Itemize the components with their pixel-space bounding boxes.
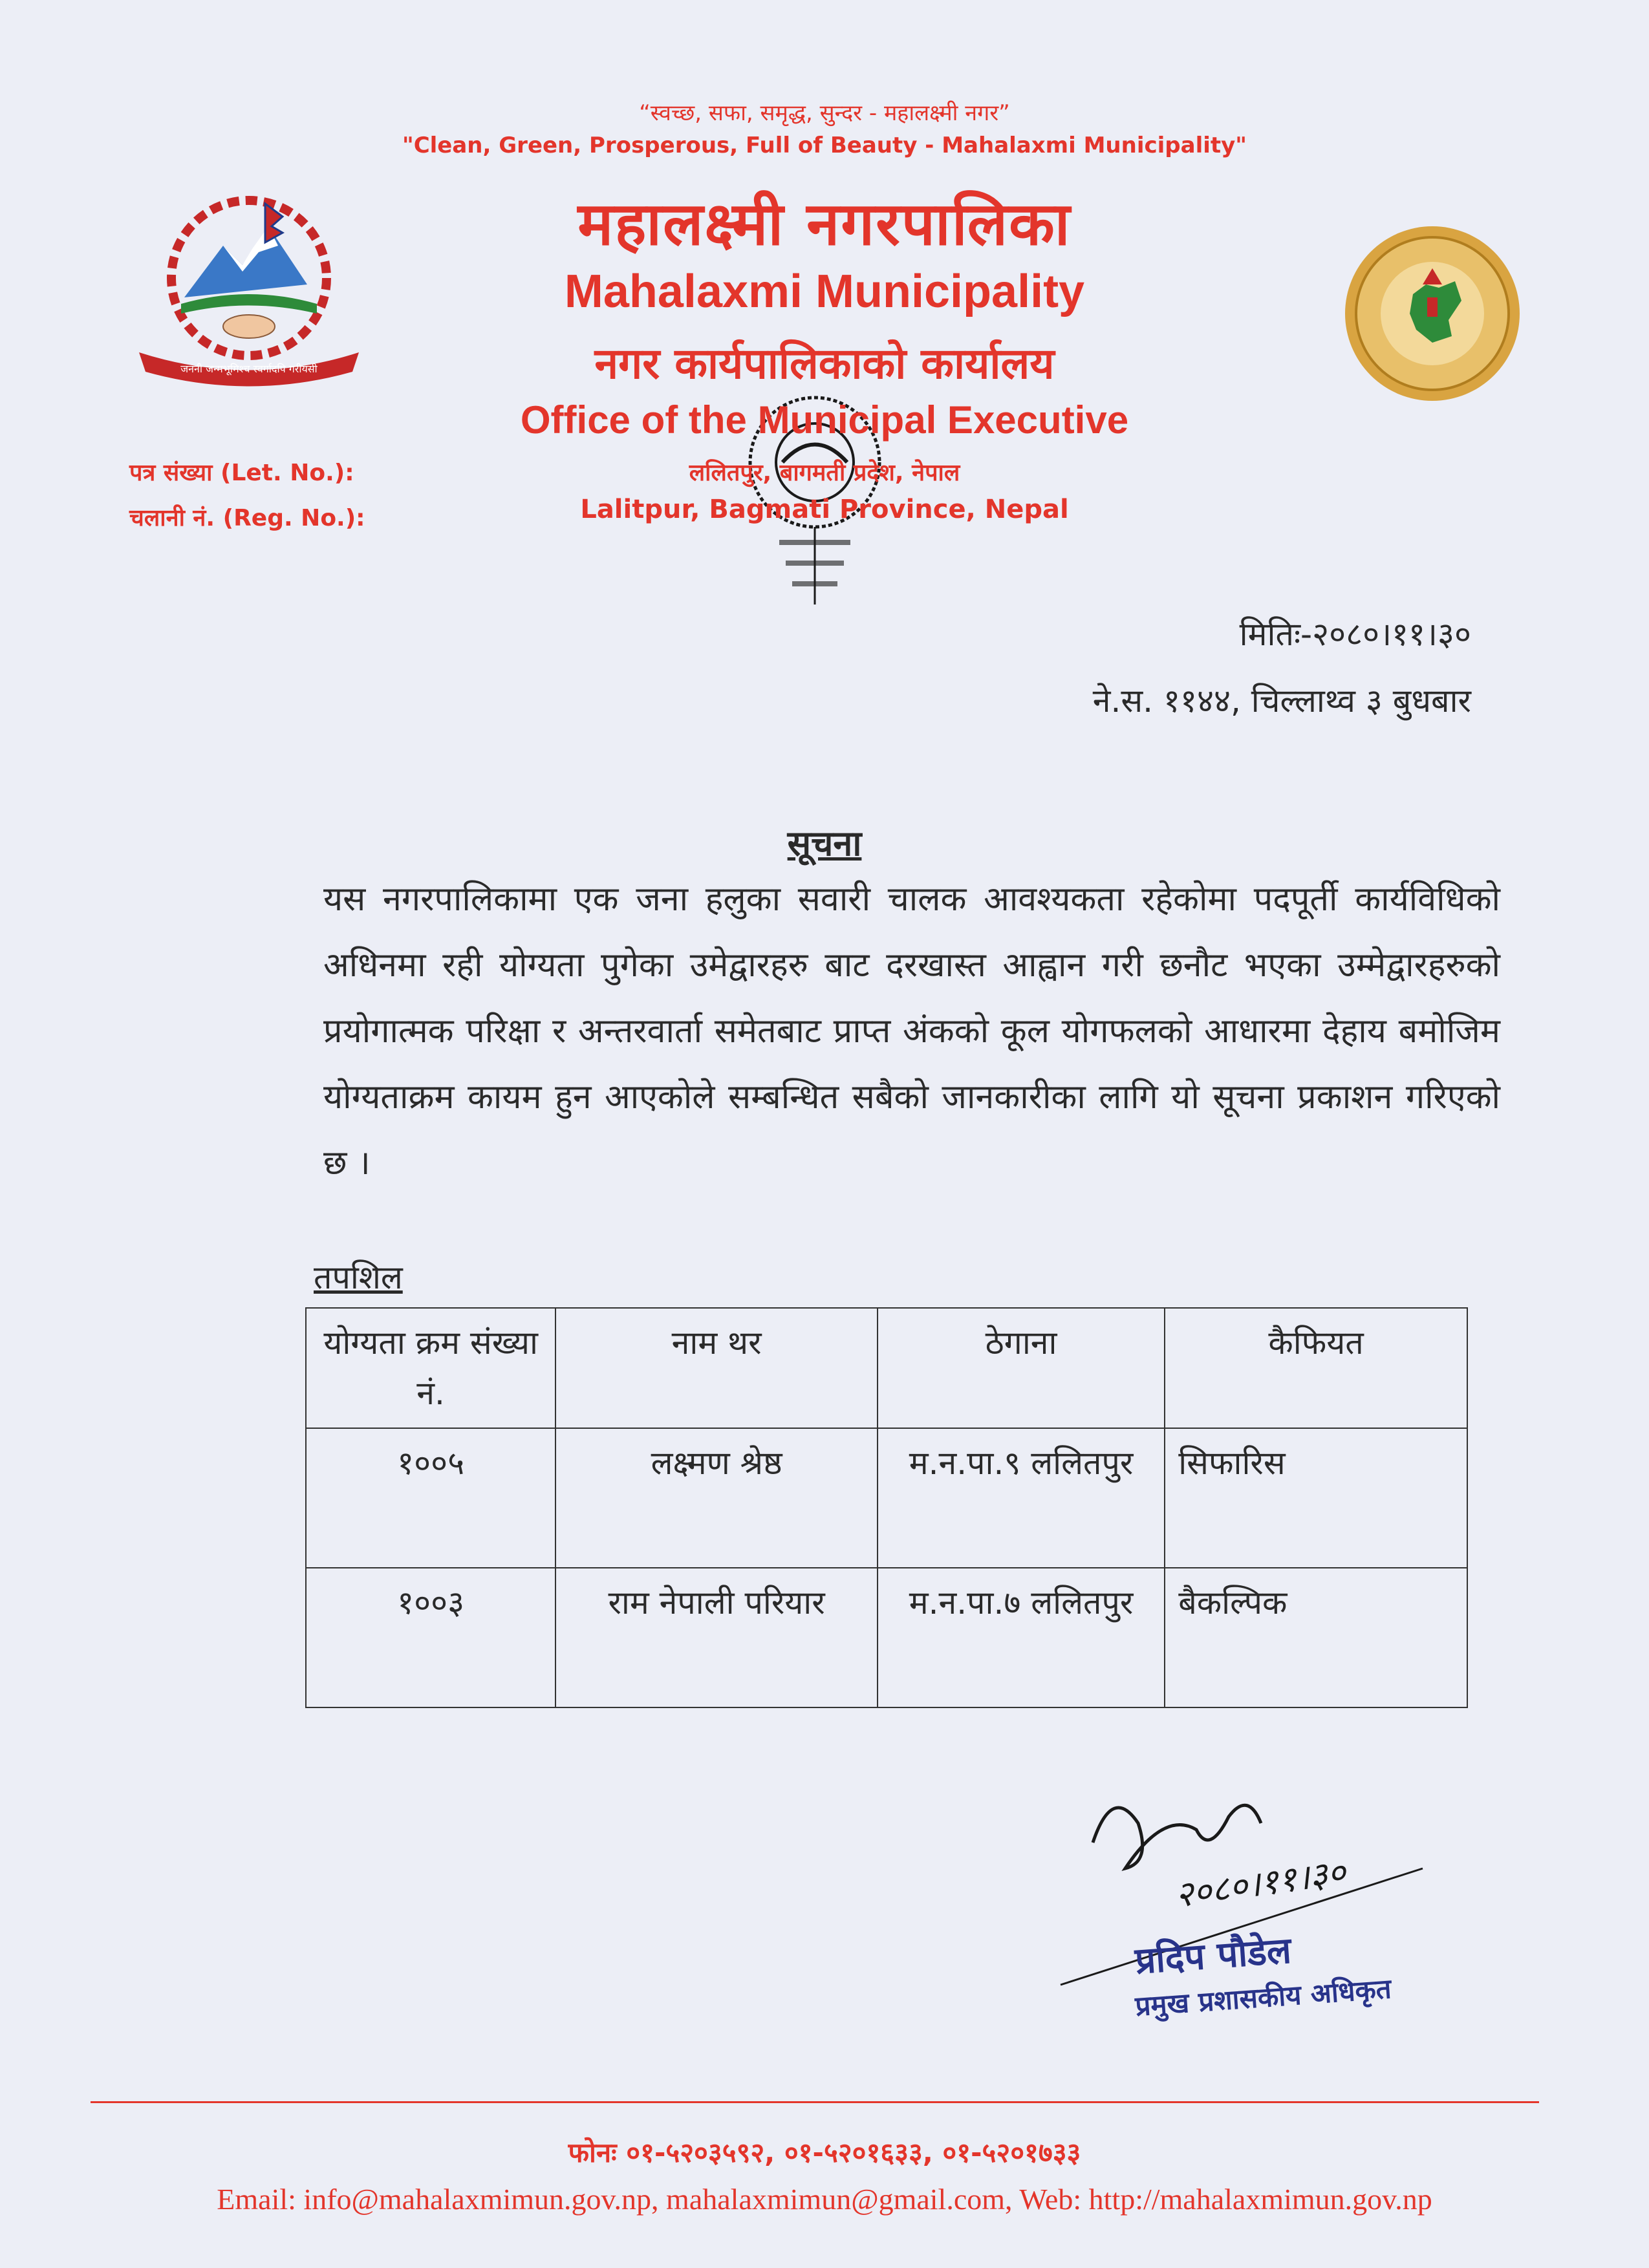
cell-name: राम नेपाली परियार xyxy=(555,1568,878,1707)
slogan-english: "Clean, Green, Prosperous, Full of Beauty - Mahalaxmi Municipality" xyxy=(402,133,1247,158)
slogan-nepali: “स्वच्छ, सफा, समृद्ध, सुन्दर - महालक्ष्मी नगर” xyxy=(639,100,1010,126)
cell-rank: १००५ xyxy=(306,1428,555,1568)
header-address: ठेगाना xyxy=(878,1308,1165,1428)
header-remarks: कैफियत xyxy=(1165,1308,1467,1428)
table-row xyxy=(306,1428,1467,1568)
details-label: तपशिल xyxy=(314,1259,403,1296)
results-table xyxy=(305,1307,1468,1708)
nepal-sambat-date: ने.स. ११४४, चिल्लाथ्व ३ बुधबार xyxy=(1092,682,1471,720)
date-line: मितिः-२०८०।११।३० xyxy=(1239,615,1471,653)
cell-name: लक्ष्मण श्रेष्ठ xyxy=(555,1428,878,1568)
address-english: Lalitpur, Bagmati Province, Nepal xyxy=(580,495,1069,524)
municipality-title-english: Mahalaxmi Municipality xyxy=(564,266,1085,317)
notice-body: यस नगरपालिकामा एक जना हलुका सवारी चालक आवश्यकता रहेकोमा पदपूर्ती कार्यविधिको अधिनमा रही योग्यता पुगेका उमेद्वारहरु बाट दरखास्त आह्वान गरी छनौट भएका उम्मेद्वारहरुको प्रयोगात्मक परिक्षा र अन्तरवार्ता समेतबाट प्राप्त अंकको कूल योगफलको आधारमा देहाय बमोजिम योग्यताक्रम कायम हुन आएकोले सम्बन्धित सबैको जानकारीका लागि यो सूचना प्रकाशन गरिएको छ । xyxy=(323,880,1500,1182)
municipality-title-nepali: महालक्ष्मी नगरपालिका xyxy=(577,189,1072,259)
handwritten-date: २०८०।११।३० xyxy=(1172,1851,1348,1916)
address-nepali: ललितपुर, बागमती प्रदेश, नेपाल xyxy=(689,460,960,486)
table-row xyxy=(306,1568,1467,1707)
footer-divider xyxy=(91,2101,1539,2103)
header-name: नाम थर xyxy=(555,1308,878,1428)
office-title-nepali: नगर कार्यपालिकाको कार्यालय xyxy=(594,339,1055,389)
table-header-row xyxy=(306,1308,1467,1428)
footer-phone: फोनः ०१-५२०३५९२, ०१-५२०१६३३, ०१-५२०१७३३ xyxy=(568,2137,1081,2168)
signatory-name-stamp: प्रदिप पौडेल xyxy=(1134,1929,1293,1983)
signatory-title-stamp: प्रमुख प्रशासकीय अधिकृत xyxy=(1134,1973,1393,2022)
cell-address: म.न.पा.७ ललितपुर xyxy=(878,1568,1165,1707)
office-title-english: Office of the Municipal Executive xyxy=(520,398,1129,442)
footer-contact: Email: info@mahalaxmimun.gov.np, mahalaxmimun@gmail.com, Web: http://mahalaxmimun.gov.np xyxy=(217,2183,1432,2216)
cell-address: म.न.पा.९ ललितपुर xyxy=(878,1428,1165,1568)
cell-rank: १००३ xyxy=(306,1568,555,1707)
registration-number-label: चलानी नं. (Reg. No.): xyxy=(129,505,365,531)
emblem-motto-text: जननी जन्मभूमिश्च स्वर्गादपि गरीयसी xyxy=(180,363,318,375)
cell-remarks: बैकल्पिक xyxy=(1165,1568,1467,1707)
notice-heading: सूचना xyxy=(787,823,862,864)
cell-remarks: सिफारिस xyxy=(1165,1428,1467,1568)
letter-number-label: पत्र संख्या (Let. No.): xyxy=(129,460,354,486)
header-rank: योग्यता क्रम संख्या नं. xyxy=(306,1308,555,1428)
